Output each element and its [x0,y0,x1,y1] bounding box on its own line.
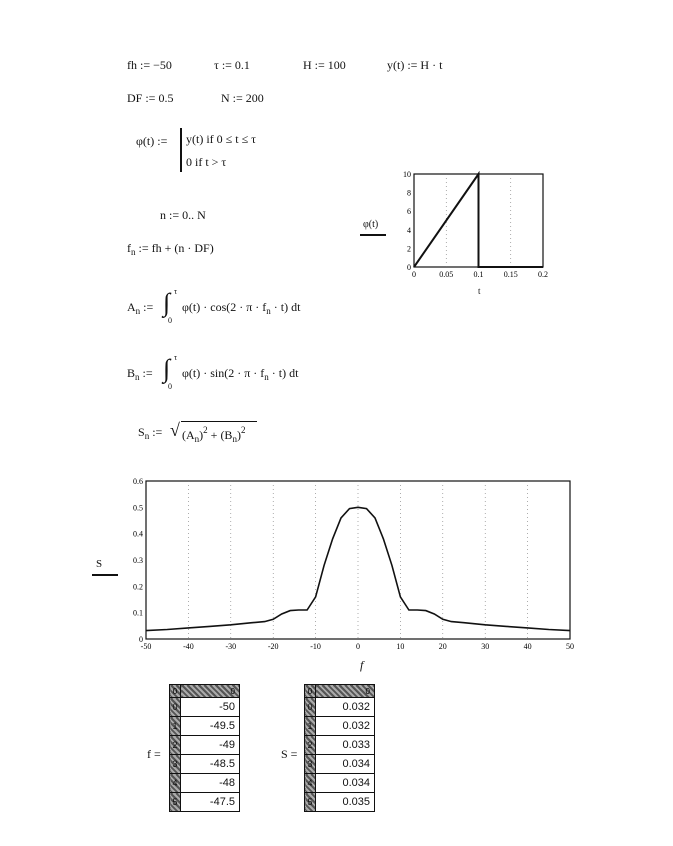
small-plot-ylabel-underline [360,234,386,236]
def-DF[interactable]: DF := 0.5 [127,91,174,105]
def-fh[interactable]: fh := −50 [127,58,172,72]
Bn-lower: 0 [168,382,172,391]
phi-lhs[interactable]: φ(t) := [136,134,168,148]
row-index: 2 [170,736,181,755]
y-tick-label: 2 [407,244,411,254]
Sn-B-close: ) [236,428,241,442]
row-value: -50 [181,698,240,717]
x-tick-label: 20 [438,642,447,651]
x-tick-label: -30 [225,642,237,651]
series-line [146,507,570,630]
An-tail: · t) dt [273,300,301,314]
table-row [305,755,375,774]
table-header-value: 0 [181,685,240,698]
Sn-A-sub: n [194,434,200,444]
row-value: 0.035 [316,793,375,812]
table-header-index: 0 [305,685,316,698]
table-f-label: f = [147,747,161,761]
An-upper: τ [174,287,178,296]
small-plot-xlabel: t [478,286,481,296]
row-index: 4 [170,774,181,793]
An-body [182,300,300,316]
y-tick-label: 0.1 [133,608,143,618]
table-header-value: 0 [316,685,375,698]
table-row [170,717,240,736]
x-tick-label: 0 [412,270,416,279]
piecewise-brace [180,128,182,172]
fn-sub: n [131,247,136,257]
x-tick-label: 0.15 [503,270,518,279]
def-Sn-lhs[interactable] [138,425,162,441]
row-index: 0 [305,698,316,717]
table-row [170,736,240,755]
row-index: 5 [305,793,316,812]
table-row [305,717,375,736]
Bn-upper: τ [174,353,178,362]
row-index: 1 [305,717,316,736]
y-tick-label: 0.2 [133,582,143,592]
x-tick-label: -20 [267,642,279,651]
integral-sign: ∫ [163,354,171,383]
phi-case1: y(t) if 0 ≤ t ≤ τ [186,132,256,146]
table-row [170,774,240,793]
Sn-body [182,425,245,444]
An-sub: n [135,306,141,316]
row-value: 0.032 [316,698,375,717]
Bn-symbol: B [127,366,136,380]
x-tick-label: 40 [523,642,532,651]
def-fn[interactable] [127,241,214,257]
Bn-assign: := [142,366,153,380]
small-plot-ylabel: φ(t) [363,219,379,230]
row-value: -48 [181,774,240,793]
sqrt-icon: √ [170,420,180,440]
x-tick-label: -10 [310,642,321,651]
y-tick-label: 0.6 [133,477,143,486]
row-value: 0.033 [316,736,375,755]
Bn-sub: n [135,372,140,382]
def-tau[interactable]: τ := 0.1 [214,58,250,72]
table-S-label: S = [281,747,298,761]
y-tick-label: 4 [407,225,411,235]
x-tick-label: -50 [140,642,152,651]
Sn-B-sub: n [232,434,237,444]
phi-case2: 0 if t > τ [186,155,227,169]
def-y[interactable]: y(t) := H · t [387,58,443,72]
large-plot-ylabel: S [96,558,103,570]
row-index: 5 [170,793,181,812]
Sn-sub: n [144,431,150,441]
row-value: -49 [181,736,240,755]
x-tick-label: 0.1 [473,270,484,279]
table-row [170,698,240,717]
x-tick-label: 0.2 [538,270,548,279]
integral-sign: ∫ [163,288,171,317]
x-tick-label: -40 [183,642,194,651]
plot-frame [146,481,570,639]
row-value: 0.032 [316,717,375,736]
row-index: 0 [170,698,181,717]
y-tick-label: 0.4 [133,529,143,539]
row-value: 0.034 [316,755,375,774]
y-tick-label: 10 [403,170,411,179]
Sn-B: + (B [207,428,233,442]
x-tick-label: 50 [566,642,574,651]
fn-lhs: f [127,241,131,255]
x-tick-label: 10 [396,642,405,651]
row-value: -48.5 [181,755,240,774]
Sn-B-exp: 2 [240,425,246,435]
def-N[interactable]: N := 200 [221,91,264,105]
large-plot-ylabel-underline [92,574,118,576]
row-index: 4 [305,774,316,793]
y-tick-label: 6 [407,207,411,217]
y-tick-label: 0.3 [133,556,143,565]
table-S[interactable] [304,684,375,812]
table-row [305,736,375,755]
row-value: 0.034 [316,774,375,793]
table-row [305,793,375,812]
Bn-body [182,366,298,382]
x-tick-label: 30 [481,642,490,651]
def-Bn-lhs[interactable] [127,366,153,382]
y-tick-label: 8 [407,188,411,198]
row-index: 1 [170,717,181,736]
Sn-A-exp: 2 [203,425,208,435]
An-integrand-sub: n [266,306,271,316]
row-index: 3 [305,755,316,774]
def-H[interactable]: H := 100 [303,58,346,72]
y-tick-label: 0.5 [133,503,143,513]
Sn-A: (A [182,428,195,442]
An-assign: := [143,300,154,314]
Sn-assign: := [152,425,163,439]
An-integrand: φ(t) · cos(2 · π · f [182,300,267,314]
large-plot-xlabel: f [360,658,364,672]
row-index: 2 [305,736,316,755]
table-row [170,793,240,812]
series-line [414,174,543,267]
Bn-tail: · t) dt [271,366,299,380]
Bn-integrand-sub: n [264,372,269,382]
x-tick-label: 0 [356,642,360,651]
sqrt-bar [181,421,257,422]
plot-frame [414,174,543,267]
y-tick-label: 0 [139,635,143,644]
Bn-integrand: φ(t) · sin(2 · π · f [182,366,265,380]
Sn-symbol: S [138,425,145,439]
table-row [305,698,375,717]
table-header-index: 0 [170,685,181,698]
An-symbol: A [127,300,136,314]
x-tick-label: 0.05 [439,270,454,279]
row-value: -49.5 [181,717,240,736]
An-lower: 0 [168,316,172,325]
table-row [170,755,240,774]
y-tick-label: 0 [407,263,411,272]
range-n[interactable]: n := 0.. N [160,208,206,222]
def-An-lhs[interactable] [127,300,153,316]
table-row [305,774,375,793]
table-f[interactable] [169,684,240,812]
row-value: -47.5 [181,793,240,812]
row-index: 3 [170,755,181,774]
fn-rhs: := fh + (n · DF) [138,241,214,255]
Sn-A-close: ) [199,428,204,442]
